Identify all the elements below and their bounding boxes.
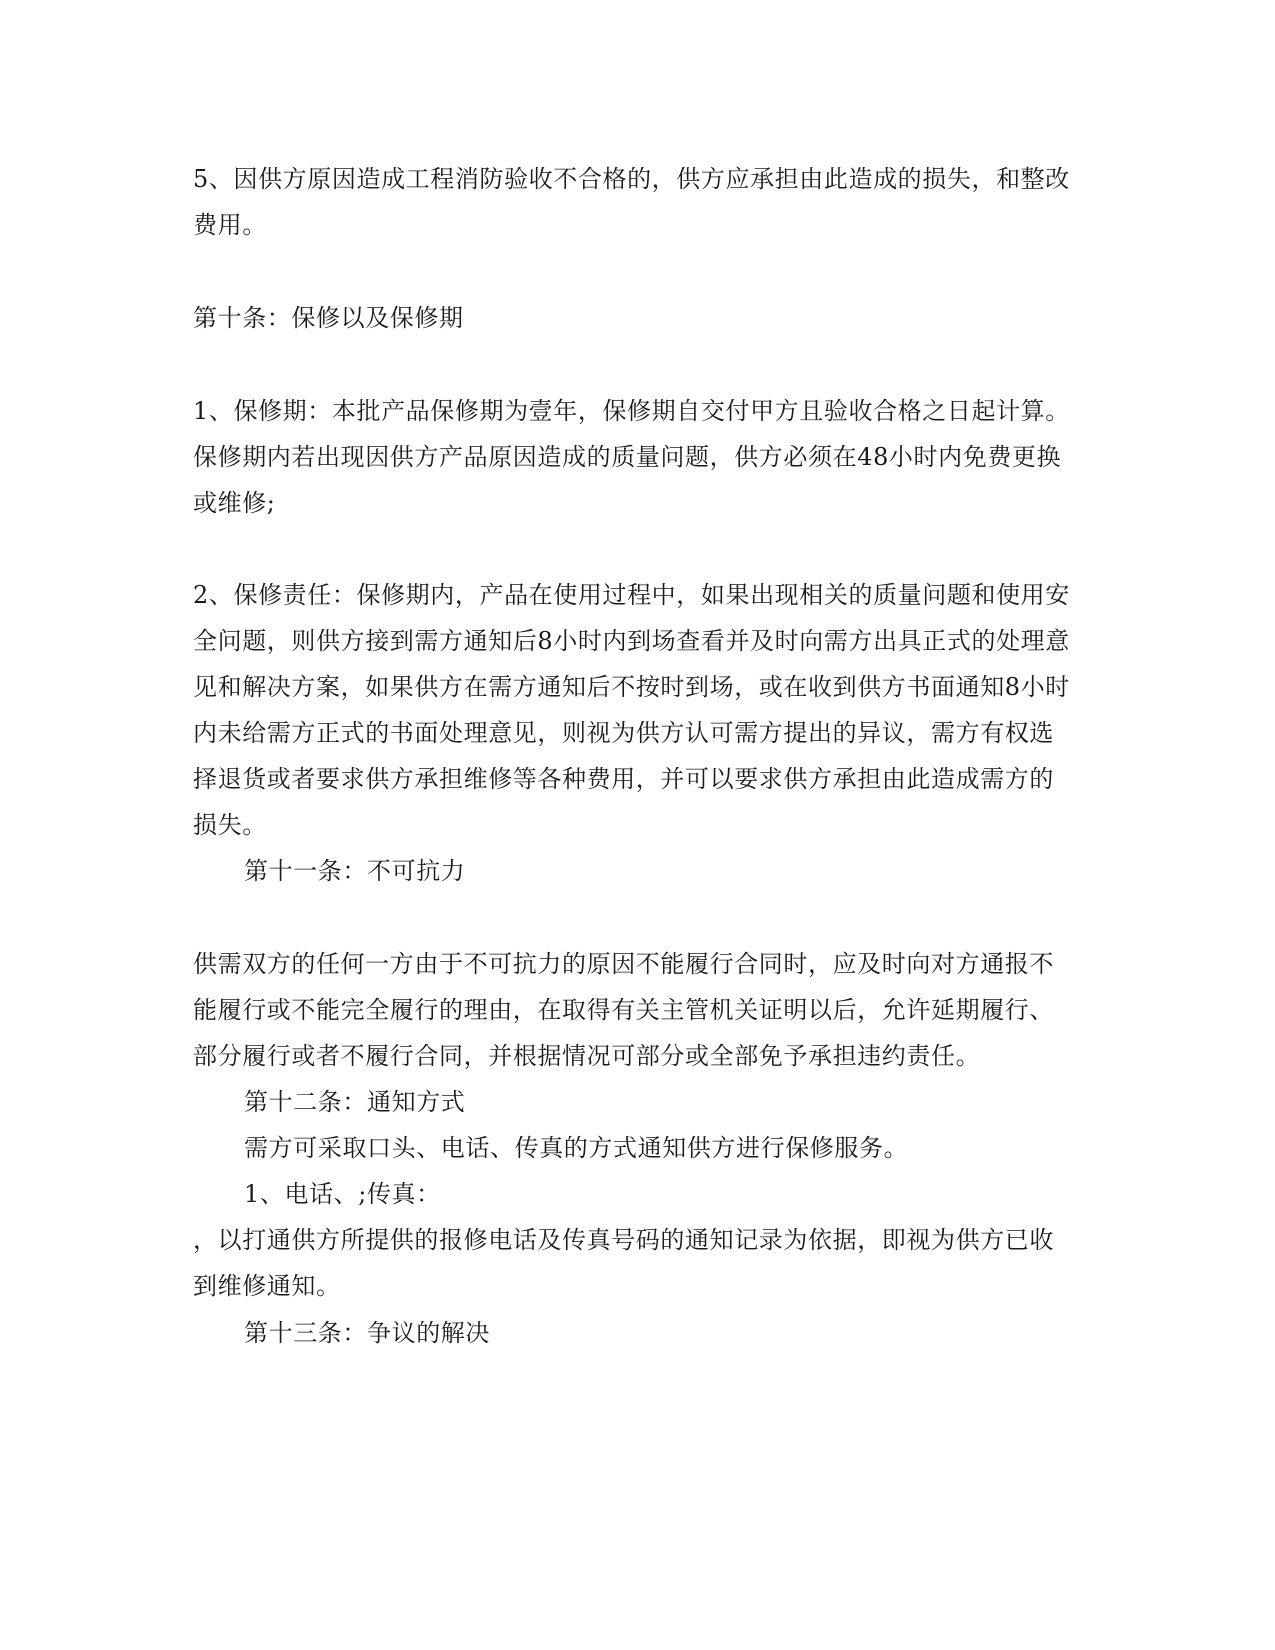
warranty-period-line-2: 保修期内若出现因供方产品原因造成的质量问题，供方必须在48小时内免费更换	[193, 443, 1062, 471]
clause-5-line-2: 费用。	[193, 211, 267, 239]
article-12-heading: 第十二条：通知方式	[244, 1088, 466, 1116]
force-majeure-line-2: 能履行或不能完全履行的理由，在取得有关主管机关证明以后，允许延期履行、	[193, 996, 1054, 1024]
warranty-period-line-3: 或维修;	[193, 489, 276, 517]
warranty-liability-line-4: 内未给需方正式的书面处理意见，则视为供方认可需方提出的异议，需方有权选	[193, 719, 1054, 747]
warranty-period-line-1: 1、保修期：本批产品保修期为壹年，保修期自交付甲方且验收合格之日起计算。	[193, 397, 1070, 425]
warranty-liability-line-3: 见和解决方案，如果供方在需方通知后不按时到场，或在收到供方书面通知8小时	[193, 673, 1070, 701]
warranty-liability-line-5: 择退货或者要求供方承担维修等各种费用，并可以要求供方承担由此造成需方的	[193, 765, 1054, 793]
notice-method-line: 需方可采取口头、电话、传真的方式通知供方进行保修服务。	[244, 1134, 909, 1162]
notice-record-line-1: ，以打通供方所提供的报修电话及传真号码的通知记录为依据，即视为供方已收	[193, 1226, 1054, 1254]
clause-5-line-1: 5、因供方原因造成工程消防验收不合格的，供方应承担由此造成的损失，和整改	[193, 165, 1070, 193]
warranty-liability-line-6: 损失。	[193, 811, 267, 839]
force-majeure-line-3: 部分履行或者不履行合同，并根据情况可部分或全部免予承担违约责任。	[193, 1042, 981, 1070]
notice-record-line-2: 到维修通知。	[193, 1272, 341, 1300]
phone-fax-line: 1、电话、;传真：	[244, 1180, 441, 1208]
force-majeure-line-1: 供需双方的任何一方由于不可抗力的原因不能履行合同时，应及时向对方通报不	[193, 950, 1054, 978]
article-11-heading: 第十一条：不可抗力	[244, 857, 466, 885]
article-10-heading: 第十条：保修以及保修期	[193, 304, 464, 332]
warranty-liability-line-2: 全问题，则供方接到需方通知后8小时内到场查看并及时向需方出具正式的处理意	[193, 627, 1070, 655]
warranty-liability-line-1: 2、保修责任：保修期内，产品在使用过程中，如果出现相关的质量问题和使用安	[193, 581, 1070, 609]
article-13-heading: 第十三条：争议的解决	[244, 1319, 490, 1347]
